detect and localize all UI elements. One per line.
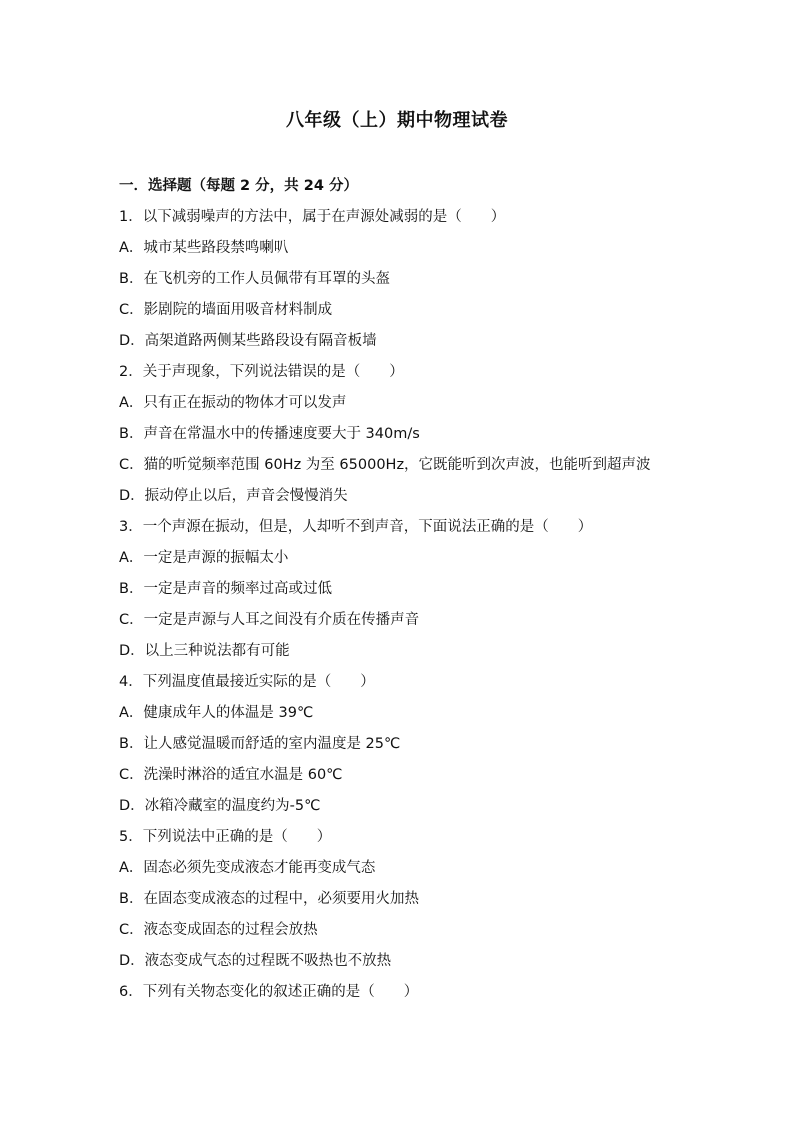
option-c: C．一定是声源与人耳之间没有介质在传播声音 <box>119 612 420 628</box>
option-d: D．液态变成气态的过程既不吸热也不放热 <box>119 953 392 969</box>
option-b: B．在固态变成液态的过程中，必须要用火加热 <box>119 891 419 907</box>
option-c: C．猫的听觉频率范围 60Hz 为至 65000Hz，它既能听到次声波，也能听到超声波 <box>119 457 651 473</box>
question-stem: 4．下列温度值最接近实际的是（ ） <box>119 674 375 690</box>
option-a: A．一定是声源的振幅太小 <box>119 550 289 566</box>
question-6 <box>119 981 719 1003</box>
option-a: A．城市某些路段禁鸣喇叭 <box>119 240 289 256</box>
exam-title: 八年级（上）期中物理试卷 <box>286 110 508 131</box>
option-a: A．固态必须先变成液态才能再变成气态 <box>119 860 376 876</box>
option-d: D．冰箱冷藏室的温度约为-5℃ <box>119 798 321 814</box>
option-c: C．洗澡时淋浴的适宜水温是 60℃ <box>119 767 343 783</box>
option-c: C．液态变成固态的过程会放热 <box>119 922 318 938</box>
option-b: B．一定是声音的频率过高或过低 <box>119 581 332 597</box>
option-d: D．以上三种说法都有可能 <box>119 643 290 659</box>
question-stem: 5．下列说法中正确的是（ ） <box>119 829 332 845</box>
question-stem: 1．以下减弱噪声的方法中，属于在声源处减弱的是（ ） <box>119 209 506 225</box>
option-b: B．让人感觉温暖而舒适的室内温度是 25℃ <box>119 736 401 752</box>
option-a: A．健康成年人的体温是 39℃ <box>119 705 314 721</box>
option-d: D．振动停止以后，声音会慢慢消失 <box>119 488 348 504</box>
question-stem: 6．下列有关物态变化的叙述正确的是（ ） <box>119 984 419 1000</box>
question-4 <box>119 671 719 817</box>
question-stem: 2．关于声现象，下列说法错误的是（ ） <box>119 364 404 380</box>
option-b: B．声音在常温水中的传播速度要大于 340m/s <box>119 426 420 442</box>
option-b: B．在飞机旁的工作人员佩带有耳罩的头盔 <box>119 271 390 287</box>
option-a: A．只有正在振动的物体才可以发声 <box>119 395 347 411</box>
option-c: C．影剧院的墙面用吸音材料制成 <box>119 302 333 318</box>
question-stem: 3．一个声源在振动，但是，人却听不到声音，下面说法正确的是（ ） <box>119 519 593 535</box>
question-2 <box>119 361 719 507</box>
question-5 <box>119 826 719 972</box>
question-1 <box>119 206 719 352</box>
exam-content <box>119 175 719 1012</box>
section-heading: 一．选择题（每题 2 分，共 24 分） <box>119 178 358 194</box>
option-d: D．高架道路两侧某些路段设有隔音板墙 <box>119 333 377 349</box>
question-3 <box>119 516 719 662</box>
